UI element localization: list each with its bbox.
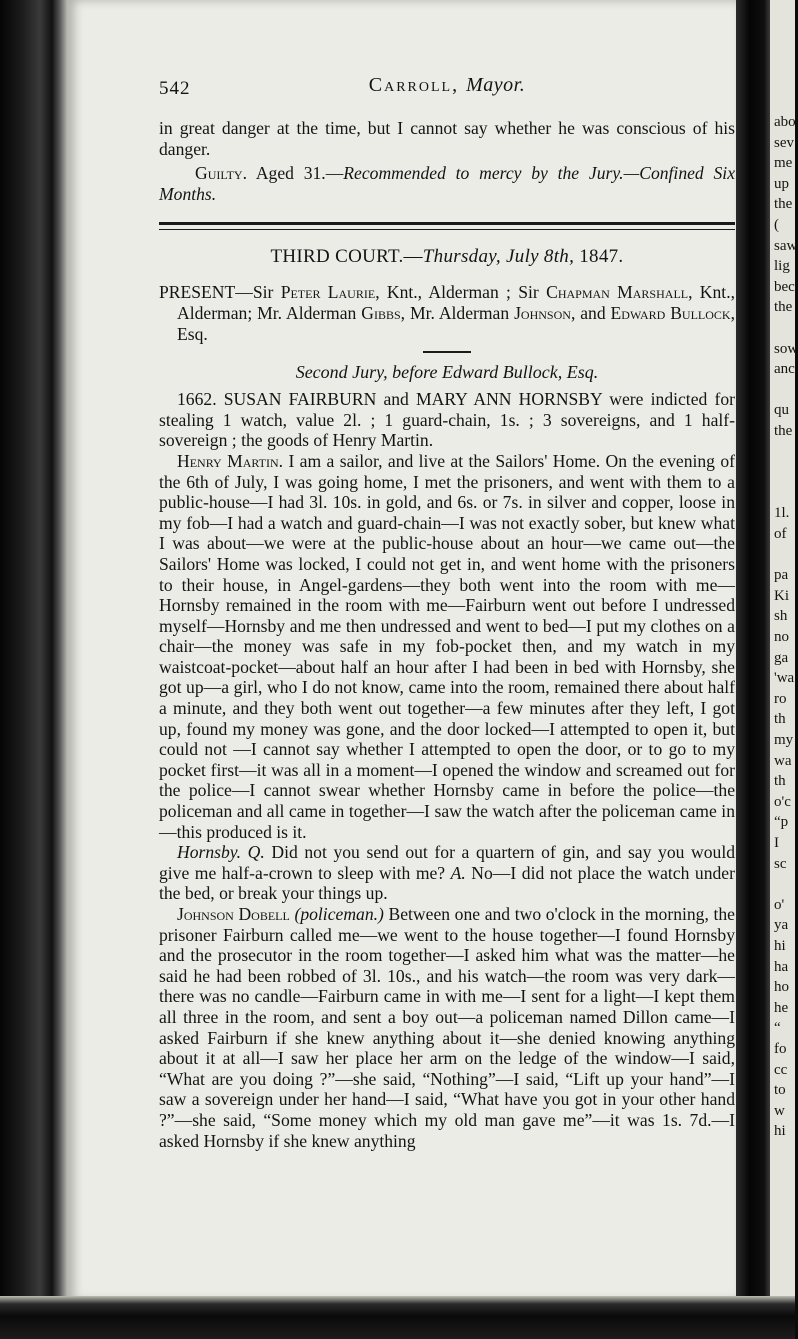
court-year: 1847. — [574, 246, 624, 268]
facing-page-fragment: my — [774, 732, 794, 748]
facing-page-fragment: ga — [774, 649, 789, 666]
facing-page-fragment: I — [774, 835, 779, 851]
testimony-paragraph: Hornsby. Q. Did not you send out for a quartern of gin, and say you would give me half-a-crown to sleep with me? A. No—I did not place the watch under the bed, or break your things up. — [159, 842, 736, 904]
facing-page-fragment: to — [774, 1082, 786, 1099]
verdict-sentence: Recommended to mercy by the Jury.—Confined Six Months. — [159, 163, 735, 204]
verdict — [159, 163, 735, 204]
facing-page-fragment: me — [774, 155, 793, 172]
verdict-word: Guilty. — [195, 163, 247, 184]
facing-page-fragment: wa — [774, 752, 792, 769]
facing-page-fragment: hi — [774, 1123, 786, 1140]
verdict-age: Aged 31.— — [255, 163, 344, 184]
facing-page-fragment: up — [774, 175, 789, 192]
presiding-name: Johnson — [514, 302, 571, 323]
facing-page-fragment: hi — [774, 938, 786, 954]
facing-page-fragment: o'c — [774, 793, 791, 810]
facing-page-fragment: sow — [774, 340, 798, 357]
facing-page-fragment: the — [774, 423, 793, 439]
speaker-name: Hornsby. — [177, 842, 242, 863]
book-bottom-edge — [0, 1296, 795, 1339]
facing-page-fragment: cc — [774, 1061, 788, 1078]
facing-page-fragment: anc — [774, 361, 795, 378]
facing-page-fragment: fo — [774, 1041, 787, 1057]
page-number: 542 — [159, 78, 191, 99]
case-indictment: 1662. SUSAN FAIRBURN and MARY ANN HORNSBY were indicted for stealing 1 watch, value 2l. ; 1 guard-chain, 1s. ; 3 sovereigns, and 1 half-sovereign ; the goods of Henry Martin. — [159, 389, 735, 451]
facing-page-fragment: ha — [774, 958, 789, 975]
facing-page-fragment: abo — [774, 114, 796, 130]
running-title — [159, 74, 735, 97]
testimony-paragraph: Johnson Dobell (policeman.) Between one and two o'clock in the morning, the prisoner Fairburn called me—we went to the house together—I found Hornsby and the prosecutor in the room together—I asked him what was the matter—he said he had been robbed of 3l. 10s., and his watch—the room was very dark—there was no candle—Fairburn came in with me—I sent for a light—I kept them all three in the room, and sent a boy out—a policeman named Dillon came—I asked Fairburn if she knew anything about it—she denied knowing anything about it at all—I saw her place her arm on the ledge of the window—I said, “What are you doing ?”—she said, “Nothing”—I said, “Lift up your hand”—I saw a sovereign under her hand—I said, “What have you got in your other hand ?”—she said, “Some money which my old man gave me”—it was 1s. 7d.—I asked Hornsby if she knew anything — [159, 904, 735, 1151]
book-left-edge — [0, 0, 70, 1339]
court-date: Thursday, July 8th, — [422, 246, 575, 268]
presiding-name: Edward Bullock — [610, 302, 731, 323]
facing-page-fragment: “ — [774, 1020, 781, 1037]
facing-page-fragment: th — [774, 711, 786, 728]
present-list: PRESENT—Sir Peter Laurie, Knt., Alderman ; Sir Chapman Marshall, Knt., Alderman; Mr. Alderman Gibbs, Mr. Alderman Johnson, and Edward Bullock, Esq. — [159, 282, 735, 344]
facing-page-fragment: pa — [774, 567, 789, 584]
witness-name: Johnson Dobell — [177, 904, 290, 924]
facing-page-fragment: 1l. — [774, 505, 790, 522]
presiding-name: Chapman Marshall — [546, 282, 689, 303]
facing-page-fragment: sev — [774, 134, 794, 151]
facing-page-fragment: sc — [774, 855, 787, 872]
page-content — [159, 60, 735, 1151]
facing-page-fragment: he — [774, 999, 789, 1016]
facing-page-fragment: bec — [774, 278, 795, 295]
facing-page-fragment: lig — [774, 258, 790, 275]
testimony-paragraph: Henry Martin. I am a sailor, and live at the Sailors' Home. On the evening of the 6th of July, I was going home, I met the prisoners, and went with them to a public-house—I had 3l. 10s. in gold, and 6s. or 7s. in silver and copper, loose in my fob—I had a watch and guard-chain—I was not exactly sober, but knew what I was about—we were at the public-house about an hour—we came out—the Sailors' Home was locked, I could not get in, and went home with the prisoners to their house, in Angel-gardens—they both went into the room with me—Hornsby remained in the room with me—Fairburn went out before I undressed myself—Hornsby and me then undressed and went to bed—I put my clothes on a chair—the money was safe in my fob-pocket then, and my watch in my waistcoat-pocket—about half an hour after I had been in bed with Hornsby, she got up—a girl, who I do not know, came into the room, remained there about half a minute, and they both went out together—a few minutes after they left, I got up, found my money was gone, and the door locked—I attempted to open it, but could not —I cannot say whether I attempted to open the door, or to go to my pocket first—it was all in a moment—I opened the window and screamed out for the police—I cannot swear whether Hornsby came in before the police—the policeman and all came in together—I saw the watch after the policeman came in—this produced is it. — [159, 450, 736, 842]
facing-page-fragment: ho — [774, 979, 789, 996]
jury-heading: Second Jury, before Edward Bullock, Esq. — [295, 362, 599, 383]
running-header — [159, 60, 735, 100]
book-gutter — [736, 0, 770, 1339]
presiding-name: Gibbs — [361, 302, 401, 323]
case-defendants: SUSAN FAIRBURN and MARY ANN HORNSBY — [223, 389, 603, 410]
presiding-name: Peter Laurie — [280, 282, 376, 303]
facing-page-fragment: o' — [774, 896, 785, 913]
facing-page-fragment: of — [774, 526, 787, 542]
witness-name: Henry Martin. — [177, 450, 284, 471]
facing-page-fragment: “p — [774, 814, 789, 831]
facing-page-edge — [770, 0, 798, 1339]
facing-page-fragment: ro — [774, 690, 787, 707]
running-title-office: Mayor. — [466, 74, 526, 96]
court-title: THIRD COURT.— — [270, 246, 423, 268]
facing-page-fragment: the — [774, 299, 793, 316]
short-rule — [423, 351, 471, 353]
witness-role: (policeman.) — [294, 904, 384, 924]
section-divider — [159, 222, 735, 230]
court-heading — [159, 246, 735, 268]
facing-page-fragment: w — [774, 1102, 785, 1119]
facing-page-fragment: sh — [774, 608, 788, 625]
facing-page-fragment: the — [774, 196, 793, 213]
facing-page-fragment: th — [774, 773, 786, 790]
case-number: 1662. — [177, 389, 217, 410]
facing-page-fragment: Ki — [774, 587, 789, 604]
facing-page-fragment: 'wa — [774, 670, 795, 687]
facing-page-fragment: saw — [774, 237, 798, 254]
facing-page-fragment: ( — [774, 217, 779, 233]
running-title-name: Carroll, — [368, 74, 460, 96]
facing-page-fragment: ya — [774, 917, 789, 934]
facing-page-fragment: no — [774, 629, 789, 645]
facing-page-fragment: qu — [774, 402, 789, 419]
previous-case-tail: in great danger at the time, but I cannot say whether he was conscious of his danger. — [159, 118, 735, 159]
